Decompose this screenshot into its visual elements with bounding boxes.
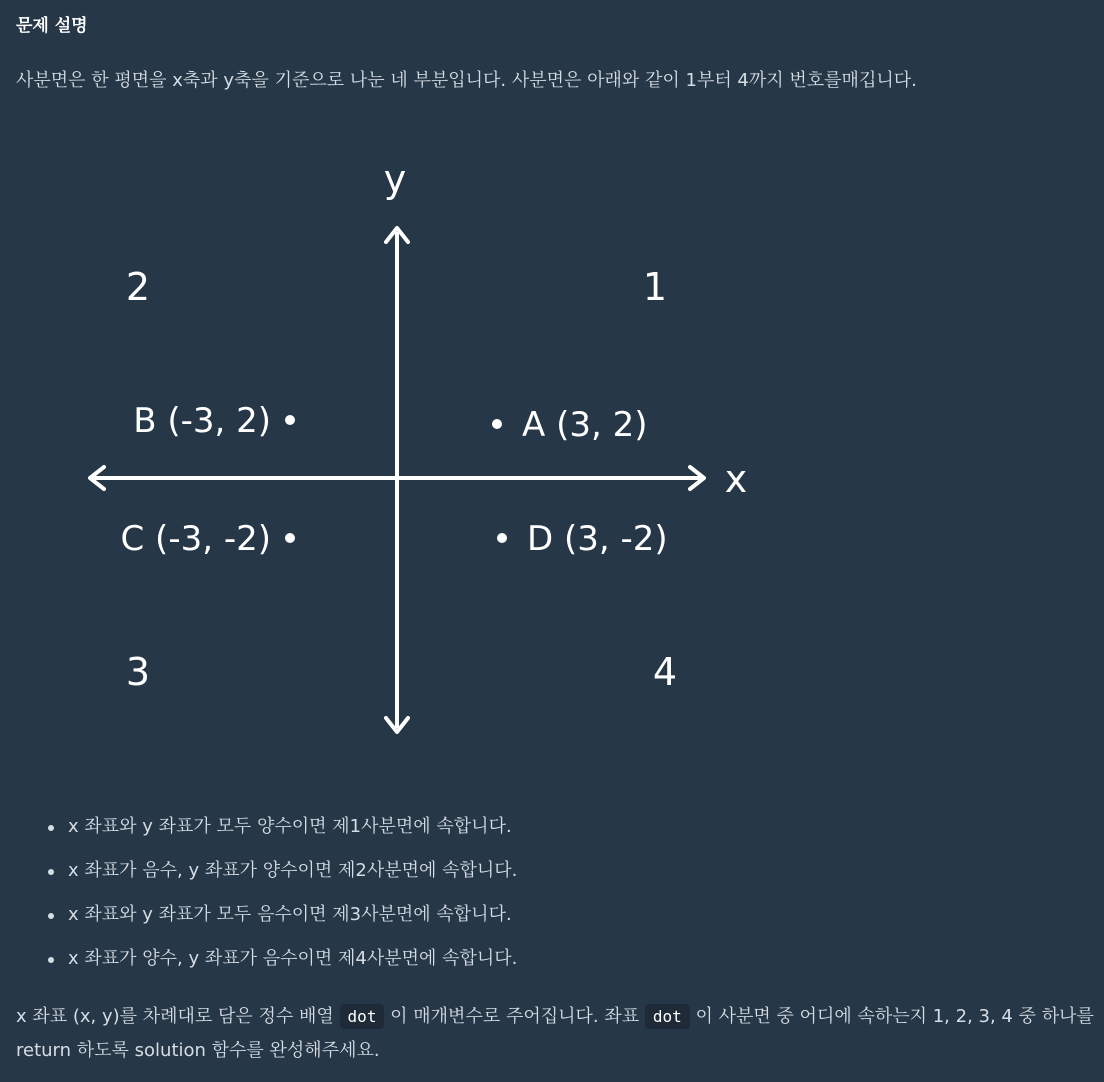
inline-code-dot: dot [340, 1004, 385, 1029]
point-d-label: D (3, -2) [527, 519, 668, 559]
task-text-part-1: x 좌표 (x, y)를 차례대로 담은 정수 배열 [16, 1006, 340, 1027]
point-b-label: B (-3, 2) [133, 401, 271, 441]
quadrant-2-label: 2 [125, 265, 151, 309]
rule-text: x 좌표가 음수, y 좌표가 양수이면 제2사분면에 속합니다. [68, 860, 518, 881]
task-paragraph [16, 1000, 1096, 1068]
point-d-dot [497, 533, 507, 543]
x-axis-right-arrowhead [690, 467, 704, 489]
y-axis-label: y [383, 157, 407, 201]
list-item [0, 858, 517, 902]
bullet-dot [48, 869, 54, 875]
quadrant-4-label: 4 [652, 650, 678, 694]
rule-text: x 좌표가 양수, y 좌표가 음수이면 제4사분면에 속합니다. [68, 948, 518, 969]
point-a-dot [492, 419, 502, 429]
inline-code-dot: dot [645, 1004, 690, 1029]
y-axis-down-arrowhead [386, 718, 408, 732]
task-text-part-3: 이 사분면 중 어디에 속하는지 1, 2, 3, 4 중 하나를 return 하도록 solution 함수를 완성해주세요. [16, 1006, 1094, 1061]
list-item [0, 946, 517, 990]
task-text-part-2: 이 매개변수로 주어집니다. 좌표 [384, 1006, 645, 1027]
list-item [0, 902, 517, 946]
bullet-dot [48, 825, 54, 831]
point-c-dot [285, 533, 295, 543]
bullet-dot [48, 913, 54, 919]
quadrant-3-label: 3 [125, 650, 151, 694]
x-axis-label: x [724, 457, 748, 501]
quadrant-rules-list [0, 814, 517, 990]
bullet-dot [48, 957, 54, 963]
intro-paragraph: 사분면은 한 평면을 x축과 y축을 기준으로 나눈 네 부분입니다. 사분면은 아래와 같이 1부터 4까지 번호를매깁니다. [16, 70, 917, 91]
rule-text: x 좌표와 y 좌표가 모두 양수이면 제1사분면에 속합니다. [68, 816, 512, 837]
point-c-label: C (-3, -2) [120, 519, 271, 559]
point-a-label: A (3, 2) [522, 405, 648, 445]
quadrant-1-label: 1 [642, 265, 668, 309]
list-item [0, 814, 517, 858]
rule-text: x 좌표와 y 좌표가 모두 음수이면 제3사분면에 속합니다. [68, 904, 512, 925]
point-b-dot [285, 415, 295, 425]
problem-heading: 문제 설명 [16, 16, 88, 36]
x-axis-left-arrowhead [90, 467, 104, 489]
y-axis-up-arrowhead [386, 228, 408, 242]
